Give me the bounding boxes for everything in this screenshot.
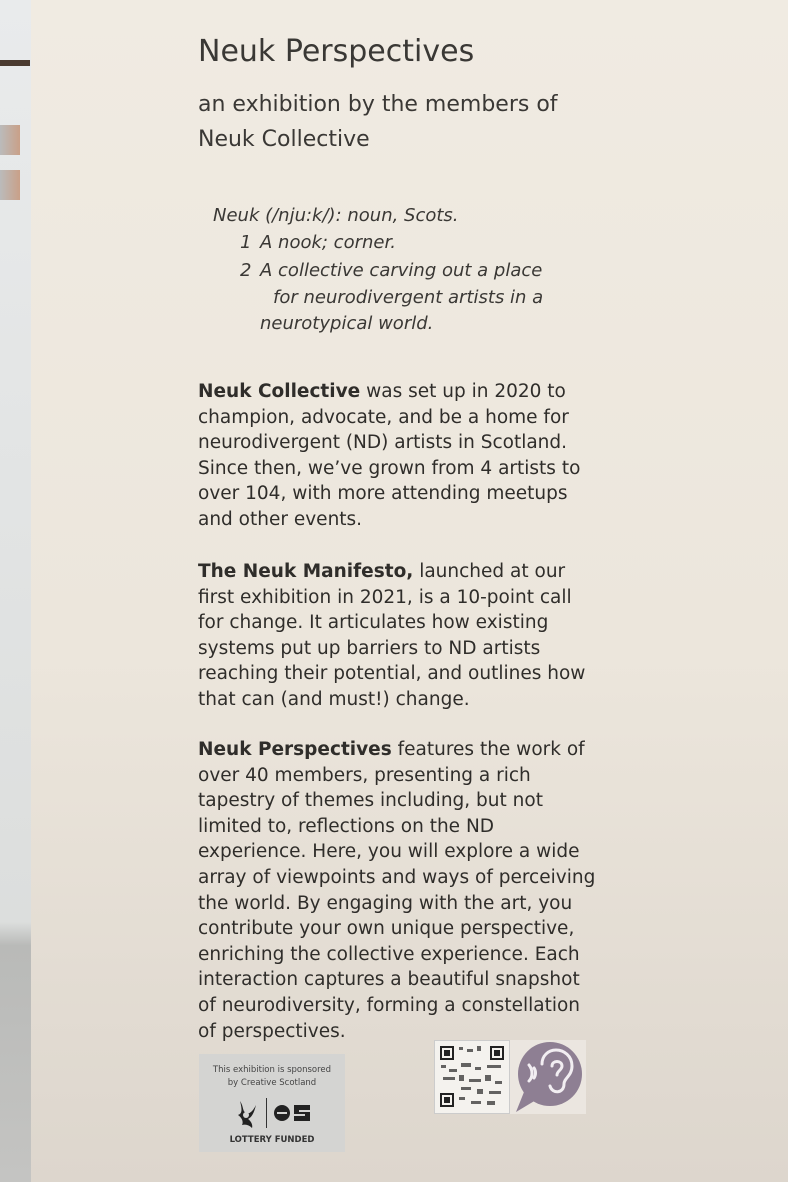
paragraph-lead: Neuk Collective xyxy=(198,381,361,402)
paragraph-lead: The Neuk Manifesto, xyxy=(198,561,414,582)
definition-headword: Neuk (/nju:k/): noun, Scots. xyxy=(213,205,459,226)
creative-scotland-logo-icon xyxy=(273,1103,313,1123)
definition-number: 1 xyxy=(240,232,252,253)
definition-sense: for neurodivergent artists in a xyxy=(273,287,544,308)
panel-subtitle: an exhibition by the members of xyxy=(198,92,558,117)
definition-sense: A collective carving out a place xyxy=(260,260,543,281)
background-artwork xyxy=(0,170,20,200)
paragraph-collective xyxy=(198,379,598,533)
paragraph-text: launched at our first exhibition in 2021, is a 10-point call for change. It articulates how existing systems put up barriers to ND artists reaching their potential, and outlines how that can (and must!) change. xyxy=(198,561,586,710)
paragraph-text: was set up in 2020 to champion, advocate, and be a home for neurodivergent (ND) artists in Scotland. Since then, we’ve grown from 4 artists to over 104, with more attending meetups and other events. xyxy=(198,381,581,530)
panel-subtitle: Neuk Collective xyxy=(198,127,370,152)
ear-audio-icon xyxy=(510,1040,586,1114)
background-beam xyxy=(0,60,30,66)
definition-sense: A nook; corner. xyxy=(260,232,396,253)
sponsor-text: This exhibition is sponsored xyxy=(212,1065,332,1075)
paragraph-text: features the work of over 40 members, presenting a rich tapestry of themes including, but not limited to, reflections on the ND experience. Here, you will explore a wide array of viewpoints and ways of perceiving the world. By engaging with the art, you contribute your own unique perspective, enriching the collective experience. Each interaction captures a beautiful snapshot of neurodiversity, forming a constellation of perspectives. xyxy=(198,739,596,1042)
paragraph-lead: Neuk Perspectives xyxy=(198,739,392,760)
paragraph-manifesto xyxy=(198,559,598,713)
paragraph-perspectives xyxy=(198,737,598,1044)
background-artwork xyxy=(0,125,20,155)
definition-sense: neurotypical world. xyxy=(260,313,434,334)
sponsor-text: by Creative Scotland xyxy=(227,1078,317,1088)
audio-guide-badge[interactable] xyxy=(510,1040,586,1114)
lottery-funded-text: LOTTERY FUNDED xyxy=(229,1135,315,1145)
panel-title: Neuk Perspectives xyxy=(198,34,475,69)
definition-number: 2 xyxy=(240,260,252,281)
sponsor-label xyxy=(199,1054,345,1152)
lottery-logo-icon xyxy=(232,1097,260,1129)
qr-code-icon[interactable] xyxy=(434,1040,510,1114)
